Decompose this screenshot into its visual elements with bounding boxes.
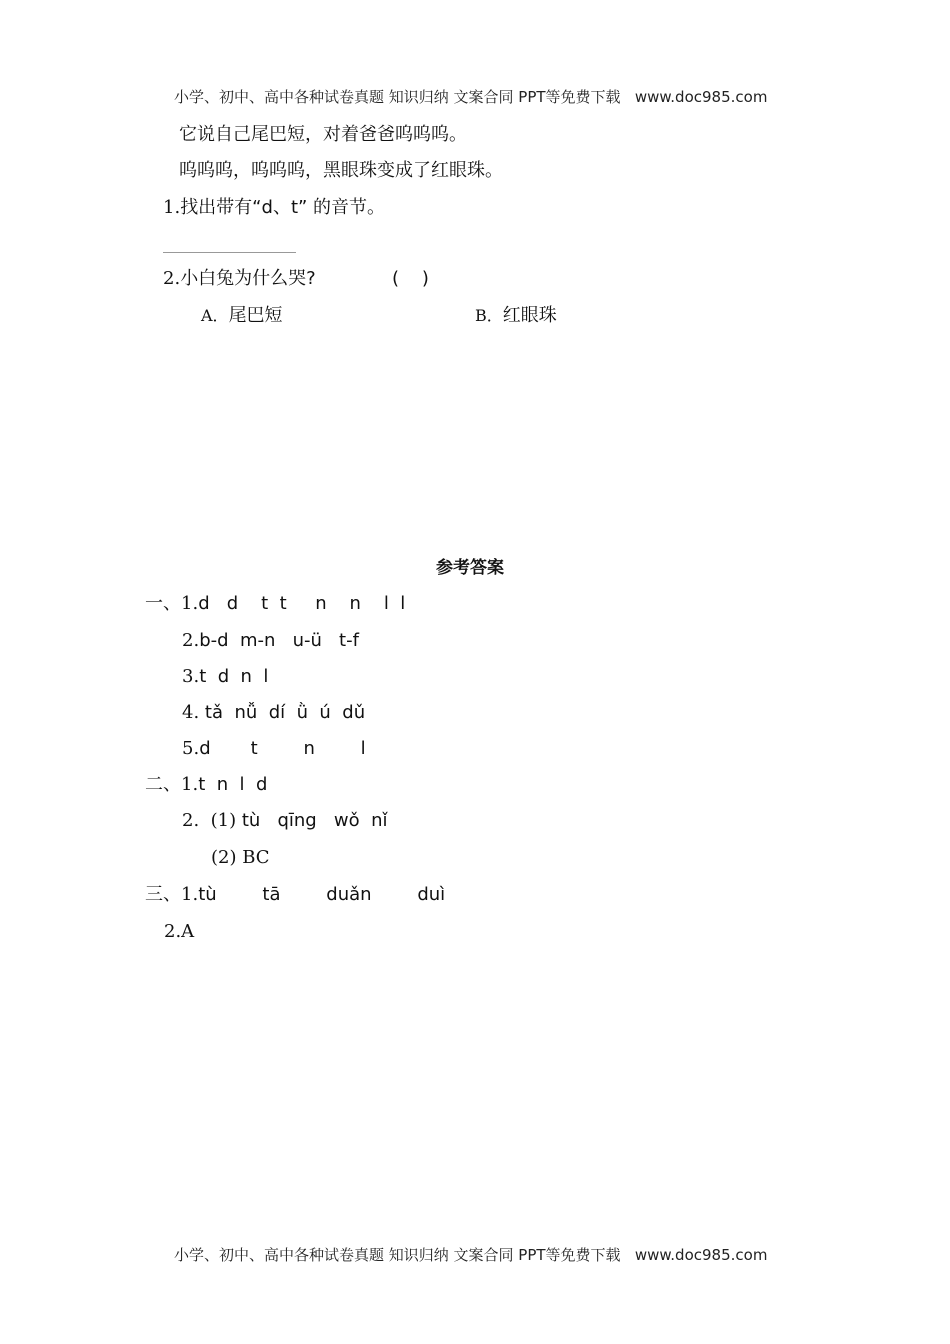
option-a-letter: A．: [201, 306, 229, 325]
answer-section-1-item-3: [182, 666, 268, 688]
page-header: 小学、初中、高中各种试卷真题 知识归纳 文案合同 PPT等免费下载 www.doc985.com: [174, 88, 768, 106]
answer-1-4-text: tǎ nǚ dí ǜ ú dǔ: [204, 702, 366, 723]
answer-1-2-number: 2.: [182, 630, 200, 651]
question-2-number: 2.: [163, 268, 181, 289]
question-1-text: 找出带有“d、t” 的音节。: [180, 197, 386, 218]
answer-section-1-item-1: [145, 593, 405, 615]
option-b-text: 红眼珠: [502, 305, 557, 326]
answer-2-1-number: 二、1.: [145, 774, 199, 795]
answer-2-2-number: 2. (1): [182, 810, 242, 831]
answer-section-3-item-1: [145, 884, 445, 906]
answer-2-1-text: t n l d: [198, 774, 268, 795]
answer-1-2-text: b-d m-n u-ü t-f: [199, 630, 359, 651]
answer-section-3-item-2: 2.A: [164, 921, 195, 942]
answer-section-1-item-4: [182, 702, 365, 724]
question-1: [163, 197, 385, 219]
answer-3-1-text: tù tā duǎn duì: [198, 884, 446, 905]
answers-title: 参考答案: [436, 558, 504, 578]
option-b: [475, 305, 557, 327]
answer-1-5-number: 5.: [182, 738, 200, 759]
passage-line-2: 呜呜呜，呜呜呜，黑眼珠变成了红眼珠。: [179, 160, 503, 181]
question-1-number: 1.: [163, 197, 181, 218]
question-2: [163, 268, 316, 290]
option-a: [201, 305, 283, 327]
answer-1-1-number: 一、1.: [145, 593, 199, 614]
answer-section-1-item-2: [182, 630, 359, 652]
answer-1-4-number: 4.: [182, 702, 205, 723]
question-2-text: 小白兔为什么哭?: [180, 268, 316, 289]
answer-section-2-item-1: [145, 774, 267, 796]
answer-3-1-number: 三、1.: [145, 884, 199, 905]
answer-2-2-text: tù qīng wǒ nǐ: [241, 810, 388, 831]
answer-1-3-text: t d n l: [199, 666, 269, 687]
answer-parentheses: ( ): [392, 268, 429, 289]
option-b-letter: B．: [475, 306, 503, 325]
answer-section-2-item-2: [182, 810, 388, 832]
answer-section-2-item-2b: (2) BC: [211, 847, 270, 868]
answer-1-5-text: d t n l: [199, 738, 366, 759]
answer-1-3-number: 3.: [182, 666, 200, 687]
option-a-text: 尾巴短: [228, 305, 283, 326]
answer-1-1-text: d d t t n n l l: [198, 593, 406, 614]
page-footer: 小学、初中、高中各种试卷真题 知识归纳 文案合同 PPT等免费下载 www.doc985.com: [174, 1246, 768, 1264]
answer-section-1-item-5: [182, 738, 366, 760]
passage-line-1: 它说自己尾巴短，对着爸爸呜呜呜。: [179, 124, 467, 145]
answer-blank-line[interactable]: [163, 252, 296, 253]
